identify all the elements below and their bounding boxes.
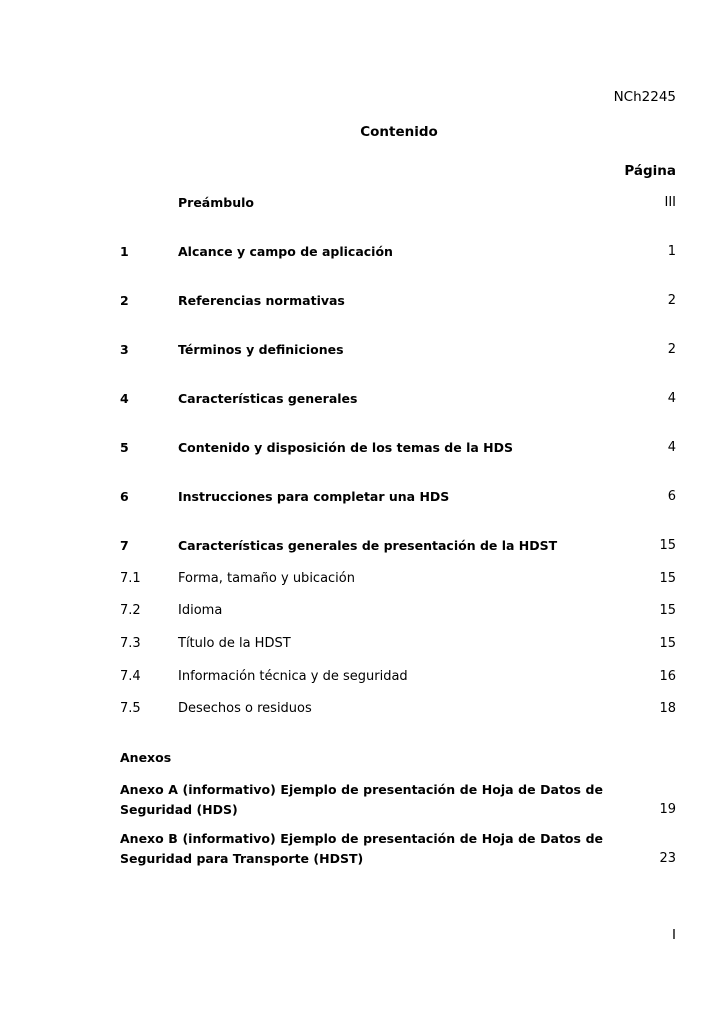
toc-entry-4	[120, 391, 676, 409]
toc-entry-7-4	[120, 669, 676, 687]
toc-entry-label: Referencias normativas	[178, 293, 345, 308]
toc-entry-7-5	[120, 701, 676, 719]
toc-entry-page: 18	[659, 701, 676, 716]
toc-entry-7	[120, 538, 676, 556]
page-column-header: Página	[624, 163, 676, 179]
toc-entry-page: 6	[667, 489, 676, 504]
toc-entry-2	[120, 293, 676, 311]
page-title: Contenido	[360, 124, 438, 140]
page-folio: I	[672, 927, 676, 943]
toc-entry-number: 3	[120, 342, 129, 357]
toc-entry-page: 15	[659, 538, 676, 553]
toc-entry-label: Forma, tamaño y ubicación	[178, 571, 355, 586]
toc-entry-number: 2	[120, 293, 129, 308]
toc-entry-page: 2	[667, 342, 676, 357]
toc-entry-label: Características generales	[178, 391, 358, 406]
toc-entry-7-1	[120, 571, 676, 589]
toc-entry-page: 1	[667, 244, 676, 259]
annexes-heading: Anexos	[120, 750, 172, 765]
toc-entry-label: Alcance y campo de aplicación	[178, 244, 393, 259]
toc-entry-number: 7.1	[120, 571, 141, 586]
toc-entry-page: 4	[667, 440, 676, 455]
toc-entry-7-3	[120, 636, 676, 654]
document-code: NCh2245	[613, 89, 676, 105]
toc-entry-6	[120, 489, 676, 507]
toc-entry-number: 7	[120, 538, 129, 553]
toc-entry-number: 6	[120, 489, 129, 504]
toc-entry-label: Términos y definiciones	[178, 342, 344, 357]
toc-entry-number: 7.2	[120, 603, 141, 618]
toc-entry-page: 15	[659, 571, 676, 586]
toc-entry-number: 5	[120, 440, 129, 455]
toc-entry-page: 15	[659, 636, 676, 651]
annex-label: Anexo A (informativo) Ejemplo de presentación de Hoja de Datos de Seguridad (HDS)	[120, 782, 603, 817]
toc-entry-3	[120, 342, 676, 360]
toc-entry-label: Idioma	[178, 603, 223, 618]
toc-entry-number: 4	[120, 391, 129, 406]
toc-entry-label: Desechos o residuos	[178, 701, 312, 716]
toc-entry-5	[120, 440, 676, 458]
toc-entry-label: Preámbulo	[178, 195, 254, 210]
annex-page: 23	[659, 851, 676, 866]
toc-entry-label: Instrucciones para completar una HDS	[178, 489, 450, 504]
toc-entry-label: Información técnica y de seguridad	[178, 669, 408, 684]
toc-entry-annex-b	[120, 829, 676, 869]
toc-entry-label: Contenido y disposición de los temas de la HDS	[178, 440, 513, 455]
toc-entry-page: 2	[667, 293, 676, 308]
annex-page: 19	[659, 802, 676, 817]
toc-entry-label: Título de la HDST	[178, 636, 291, 651]
toc-entry-page: III	[664, 195, 676, 210]
toc-entry-1	[120, 244, 676, 262]
toc-entry-label: Características generales de presentación de la HDST	[178, 538, 558, 553]
toc-entry-page: 16	[659, 669, 676, 684]
toc-entry-annex-a	[120, 780, 676, 820]
toc-entry-page: 15	[659, 603, 676, 618]
toc-entry-number: 7.5	[120, 701, 141, 716]
toc-entry-number: 7.4	[120, 669, 141, 684]
toc-entry-preambulo	[120, 195, 676, 213]
toc-entry-page: 4	[667, 391, 676, 406]
toc-entry-number: 1	[120, 244, 129, 259]
toc-entry-number: 7.3	[120, 636, 141, 651]
annex-label: Anexo B (informativo) Ejemplo de presentación de Hoja de Datos de Seguridad para Transporte (HDST)	[120, 831, 603, 866]
toc-entry-7-2	[120, 603, 676, 621]
